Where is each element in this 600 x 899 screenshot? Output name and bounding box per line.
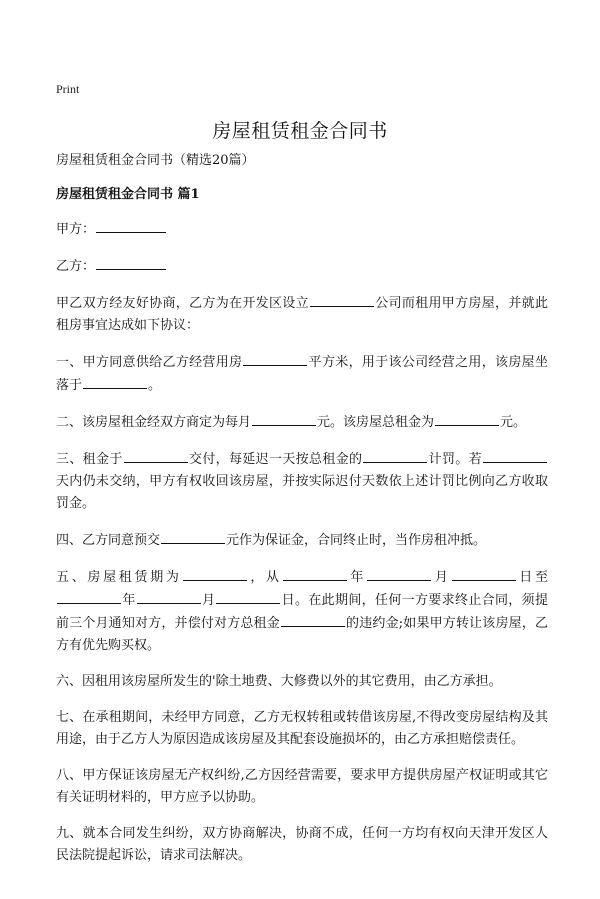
monthly-rent-blank	[252, 411, 316, 426]
clause-text: 平方米，用于该公司经营之用，该房屋坐落于	[56, 355, 548, 393]
start-year-blank	[283, 566, 347, 581]
days-blank	[483, 448, 547, 463]
clause-text: 月	[201, 593, 216, 608]
clause-text: 日至	[516, 570, 548, 585]
clause-text: 元。该房屋总租金为	[317, 415, 435, 430]
clause-text: 甲乙双方经友好协商，乙方为在开发区设立	[56, 296, 309, 311]
clause-intro	[56, 292, 548, 337]
party-a-blank	[96, 218, 166, 233]
clause-text: 的违约金;如果甲方转让该房屋，乙方有优先购买权。	[56, 616, 548, 653]
clause-text: 元。	[500, 415, 527, 430]
clause-text: 年	[347, 570, 367, 585]
clause-4	[56, 529, 548, 552]
clause-2	[56, 411, 548, 434]
clause-1	[56, 351, 548, 397]
clause-6: 六、因租用该房屋所发生的'除土地费、大修费以外的其它费用，由乙方承担。	[56, 674, 502, 689]
total-rent-blank	[435, 411, 499, 426]
end-day-blank	[216, 589, 280, 604]
party-a-label: 甲方：	[56, 222, 96, 237]
clause-text: 四、乙方同意预交	[56, 533, 161, 548]
clause-text: 月	[432, 570, 451, 585]
party-b-line	[56, 255, 548, 278]
clause-3	[56, 448, 548, 515]
clause-text: 三、租金于	[56, 452, 123, 467]
company-blank	[310, 292, 374, 307]
clause-text: 五、房屋租赁期为	[56, 570, 182, 585]
location-blank	[83, 374, 147, 389]
clause-text: 年	[122, 593, 136, 608]
payment-date-blank	[124, 448, 188, 463]
document-subtitle: 房屋租赁租金合同书（精选20篇）	[56, 153, 255, 168]
print-label: Print	[56, 82, 80, 96]
party-a-line	[56, 218, 548, 241]
clause-text: 一、甲方同意供给乙方经营用房	[56, 355, 243, 370]
clause-text: 交付，每延迟一天按总租金的	[188, 452, 363, 467]
party-b-blank	[96, 255, 166, 270]
document-title: 房屋租赁租金合同书	[212, 120, 388, 142]
breach-fee-blank	[281, 612, 345, 627]
clause-5	[56, 566, 548, 657]
clause-text: 天内仍未交纳，甲方有权收回该房屋，并按实际迟付天数依上述计罚比例向乙方收取罚金。	[56, 474, 548, 511]
end-month-blank	[137, 589, 201, 604]
clause-text: 公司而租用甲方房屋，并就此租房事宜达成如下协议：	[56, 296, 548, 333]
clause-text: 元作为保证金，合同终止时，当作房租冲抵。	[226, 533, 487, 548]
penalty-rate-blank	[363, 448, 427, 463]
document-body	[56, 150, 548, 881]
clause-text: 。	[148, 378, 162, 393]
end-year-blank	[57, 589, 121, 604]
clause-text: 二、该房屋租金经双方商定为每月	[56, 415, 252, 430]
area-blank	[243, 351, 307, 366]
term-blank	[183, 566, 247, 581]
clause-text: 日。在此期间，任何一方要求终止合同，须提前三个月通知对方，并偿付对方总租金	[56, 593, 548, 631]
deposit-blank	[161, 529, 225, 544]
clause-8: 八、甲方保证该房屋无产权纠纷,乙方因经营需要，要求甲方提供房屋产权证明或其它有关证明材料的，甲方应予以协助。	[56, 768, 548, 805]
clause-text: ，从	[247, 570, 282, 585]
start-month-blank	[367, 566, 431, 581]
start-day-blank	[452, 566, 516, 581]
clause-7: 七、在承租期间，未经甲方同意，乙方无权转租或转借该房屋,不得改变房屋结构及其用途，由于乙方人为原因造成该房屋及其配套设施损坏的，由乙方承担赔偿责任。	[56, 710, 548, 747]
party-b-label: 乙方：	[56, 259, 96, 274]
section-heading: 房屋租赁租金合同书 篇1	[56, 187, 200, 202]
clause-text: 计罚。若	[428, 452, 482, 467]
clause-9: 九、就本合同发生纠纷，双方协商解决，协商不成，任何一方均有权向天津开发区人民法院提起诉讼，请求司法解决。	[56, 826, 548, 863]
